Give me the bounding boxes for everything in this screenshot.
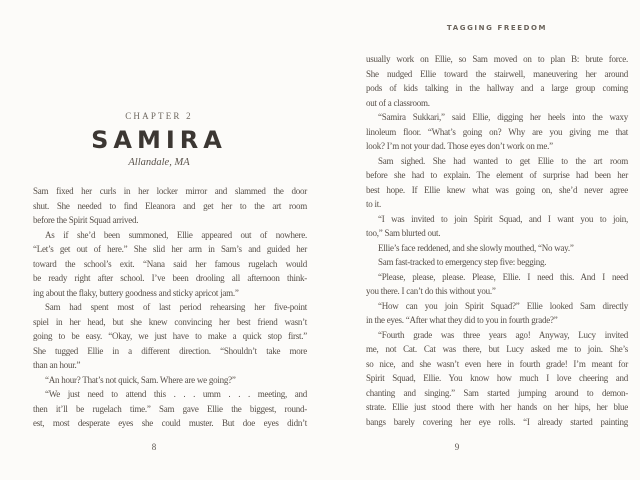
- text-line: “We just need to attend this . . . umm . . . meeting, and: [45, 389, 307, 399]
- text-line: spiel in her head, but she knew convincing her best friend wasn’t: [33, 316, 307, 327]
- text-line: Spirit Squad, Ellie. You know how much I love cheering and: [366, 373, 628, 383]
- chapter-label: CHAPTER 2: [125, 111, 193, 121]
- chapter-title: SAMIRA: [91, 126, 227, 154]
- text-line: Sam fixed her curls in her locker mirror and slammed the door: [33, 186, 307, 196]
- left-page-body: [33, 184, 307, 431]
- text-line: shut. She needed to find Eleanora and get her to the art room: [33, 200, 307, 211]
- text-line: in the eyes. “After what they did to you in fourth grade?”: [366, 315, 558, 325]
- text-line: best hope. If Ellie knew what was going on, she’d never agree: [366, 184, 628, 195]
- text-line: “An hour? That’s not quick, Sam. Where are we going?”: [45, 374, 236, 385]
- chapter-heading: [33, 111, 285, 168]
- chapter-location: Allandale, MA: [128, 157, 190, 168]
- text-line: As if she’d been summoned, Ellie appeared out of nowhere.: [45, 229, 307, 240]
- right-page: [366, 0, 628, 480]
- text-line: than an hour.”: [33, 360, 81, 370]
- text-line: before the Spirit Squad arrived.: [33, 215, 139, 225]
- left-page: [33, 0, 307, 480]
- text-line: Sam sighed. She had wanted to get Ellie to the art room: [378, 155, 628, 166]
- text-line: you there. I can’t do this without you.”: [366, 286, 496, 296]
- text-line: chanting and singing.” Sam started jumping around to demon-: [366, 387, 628, 398]
- text-line: Sam fast-tracked to emergency step five: begging.: [378, 257, 547, 267]
- text-line: She tugged Ellie in a different direction. “Shouldn’t take more: [33, 345, 307, 356]
- text-line: est, most desperate eyes she could muster. But doe eyes didn’t: [33, 418, 307, 428]
- text-line: Ellie’s face reddened, and she slowly mouthed, “No way.”: [378, 242, 574, 253]
- text-line: me, not Cat. Cat was there, but Lucy asked me to join. She’s: [366, 344, 628, 354]
- text-line: ing about the flaky, buttery goodness and sticky apricot jam.”: [33, 287, 239, 298]
- text-line: then it’ll be rugelach time.” Sam gave Ellie the biggest, round-: [33, 403, 307, 414]
- text-line: going to be easy. “Okay, we just have to make a quick stop first.”: [33, 331, 307, 341]
- text-line: pods of kids talking in the hallway and a large group coming: [366, 83, 628, 93]
- text-line: before she had to explain. The element of surprise had been her: [366, 170, 628, 180]
- text-line: “Let’s get out of here.” She slid her arm in Sam’s and guided her: [33, 244, 307, 254]
- text-line: out of a classroom.: [366, 97, 430, 108]
- text-line: “Please, please, please. Please, Ellie. I need this. And I need: [378, 271, 628, 282]
- text-line: “Samira Sukkari,” said Ellie, digging her heels into the waxy: [378, 112, 628, 122]
- text-line: She nudged Ellie toward the stairwell, maneuvering her around: [366, 68, 628, 79]
- text-line: linoleum floor. “What’s going on? Why are you giving me that: [366, 126, 628, 137]
- text-line: so nice, and she wasn’t even here in fourth grade! I’m meant for: [366, 358, 628, 369]
- text-line: “Fourth grade was three years ago! Anyway, Lucy invited: [378, 329, 628, 340]
- text-line: “How can you join Spirit Squad?” Ellie looked Sam directly: [378, 300, 628, 311]
- text-line: Sam had spent most of last period rehearsing her five-point: [45, 302, 307, 312]
- running-header: TAGGING FREEDOM: [446, 24, 548, 32]
- left-page-number: 8: [151, 442, 157, 452]
- text-line: strate. Ellie just stood there with her hands on her hips, her blue: [366, 402, 628, 412]
- text-line: look? I’m not your dad. Those eyes don’t work on me.”: [366, 141, 553, 151]
- right-page-number: 9: [454, 442, 460, 452]
- text-line: “I was invited to join Spirit Squad, and I want you to join,: [378, 213, 628, 224]
- text-line: too,” Sam blurted out.: [366, 228, 441, 238]
- text-line: to it.: [366, 199, 382, 209]
- text-line: bangs barely covering her eye rolls. “I already started painting: [366, 416, 628, 427]
- right-page-body: [366, 52, 628, 429]
- text-line: toward the school’s exit. “Nana said her famous rugelach would: [33, 258, 307, 269]
- text-line: be ready right after school. I’ve been drooling all afternoon think-: [33, 273, 307, 283]
- text-line: usually work on Ellie, so Sam moved on to plan B: brute force.: [366, 54, 628, 64]
